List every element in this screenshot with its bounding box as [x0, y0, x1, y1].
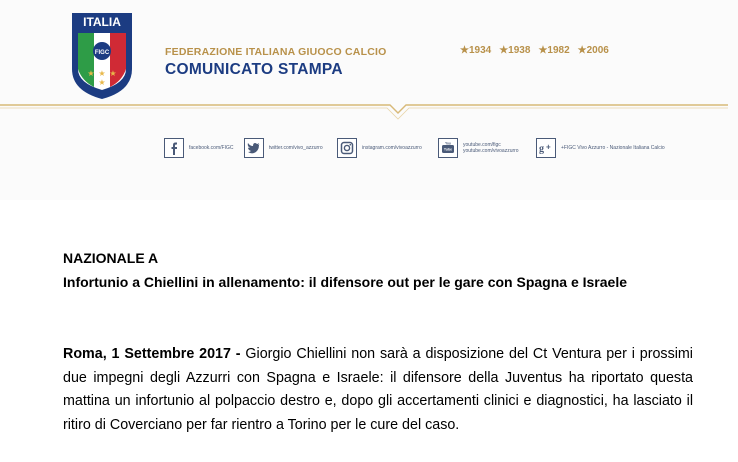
- svg-text:g: g: [539, 143, 544, 155]
- youtube-icon: [438, 138, 458, 158]
- instagram-link[interactable]: instagram.com/vivoazzurro: [362, 145, 422, 151]
- letterhead: [0, 0, 738, 200]
- twitter-link[interactable]: twitter.com/vivo_azzurro: [269, 145, 323, 151]
- title-year: ★1982: [538, 45, 570, 56]
- title-year: ★1938: [499, 45, 531, 56]
- title-year: ★1934: [460, 45, 492, 56]
- gold-divider-line: [0, 85, 738, 125]
- svg-text:+: +: [546, 142, 551, 152]
- title-year: ★2006: [577, 45, 609, 56]
- google-plus-link[interactable]: +FIGC Vivo Azzurro - Nazionale Italiana Calcio: [561, 145, 665, 151]
- svg-text:★: ★: [109, 69, 117, 78]
- svg-text:★: ★: [87, 69, 95, 78]
- world-cup-titles: [460, 45, 609, 56]
- facebook-link[interactable]: facebook.com/FIGC: [189, 145, 234, 151]
- social-facebook[interactable]: [164, 134, 233, 162]
- google-plus-icon: [536, 138, 556, 158]
- section-label: NAZIONALE A: [63, 250, 159, 266]
- shield-title: ITALIA: [83, 15, 121, 29]
- svg-text:Tube: Tube: [443, 147, 453, 152]
- article-headline: Infortunio a Chiellini in allenamento: il difensore out per le gare con Spagna e Israele: [63, 274, 627, 290]
- social-twitter[interactable]: [244, 134, 323, 162]
- federation-name: FEDERAZIONE ITALIANA GIUOCO CALCIO: [165, 46, 387, 58]
- social-instagram[interactable]: [337, 134, 422, 162]
- shield-badge: FIGC: [94, 50, 110, 56]
- document-type: COMUNICATO STAMPA: [165, 61, 343, 78]
- svg-text:★: ★: [98, 69, 106, 78]
- social-youtube[interactable]: [438, 134, 519, 162]
- svg-text:You: You: [445, 141, 451, 146]
- youtube-link[interactable]: youtube.com/figc: [463, 142, 501, 148]
- facebook-icon: [164, 138, 184, 158]
- twitter-icon: [244, 138, 264, 158]
- instagram-icon: [337, 138, 357, 158]
- social-google-plus[interactable]: [536, 134, 665, 162]
- dateline: Roma, 1 Settembre 2017 -: [63, 346, 241, 362]
- svg-text:★: ★: [98, 78, 106, 87]
- body-paragraph: Giorgio Chiellini non sarà a disposizione del Ct Ventura per i prossimi due impegni degli Azzurri con Spagna e Israele: il difensore della Juventus ha riportato questa mattina un infortunio al polpaccio destro e, dopo gli accertamenti clinici e diagnostici, ha lasciato il ritiro di Coverciano per far rientro a Torino per le cure del caso.: [63, 346, 693, 433]
- youtube-link[interactable]: youtube.com/vivoazzurro: [463, 148, 519, 154]
- article-body: [63, 343, 693, 437]
